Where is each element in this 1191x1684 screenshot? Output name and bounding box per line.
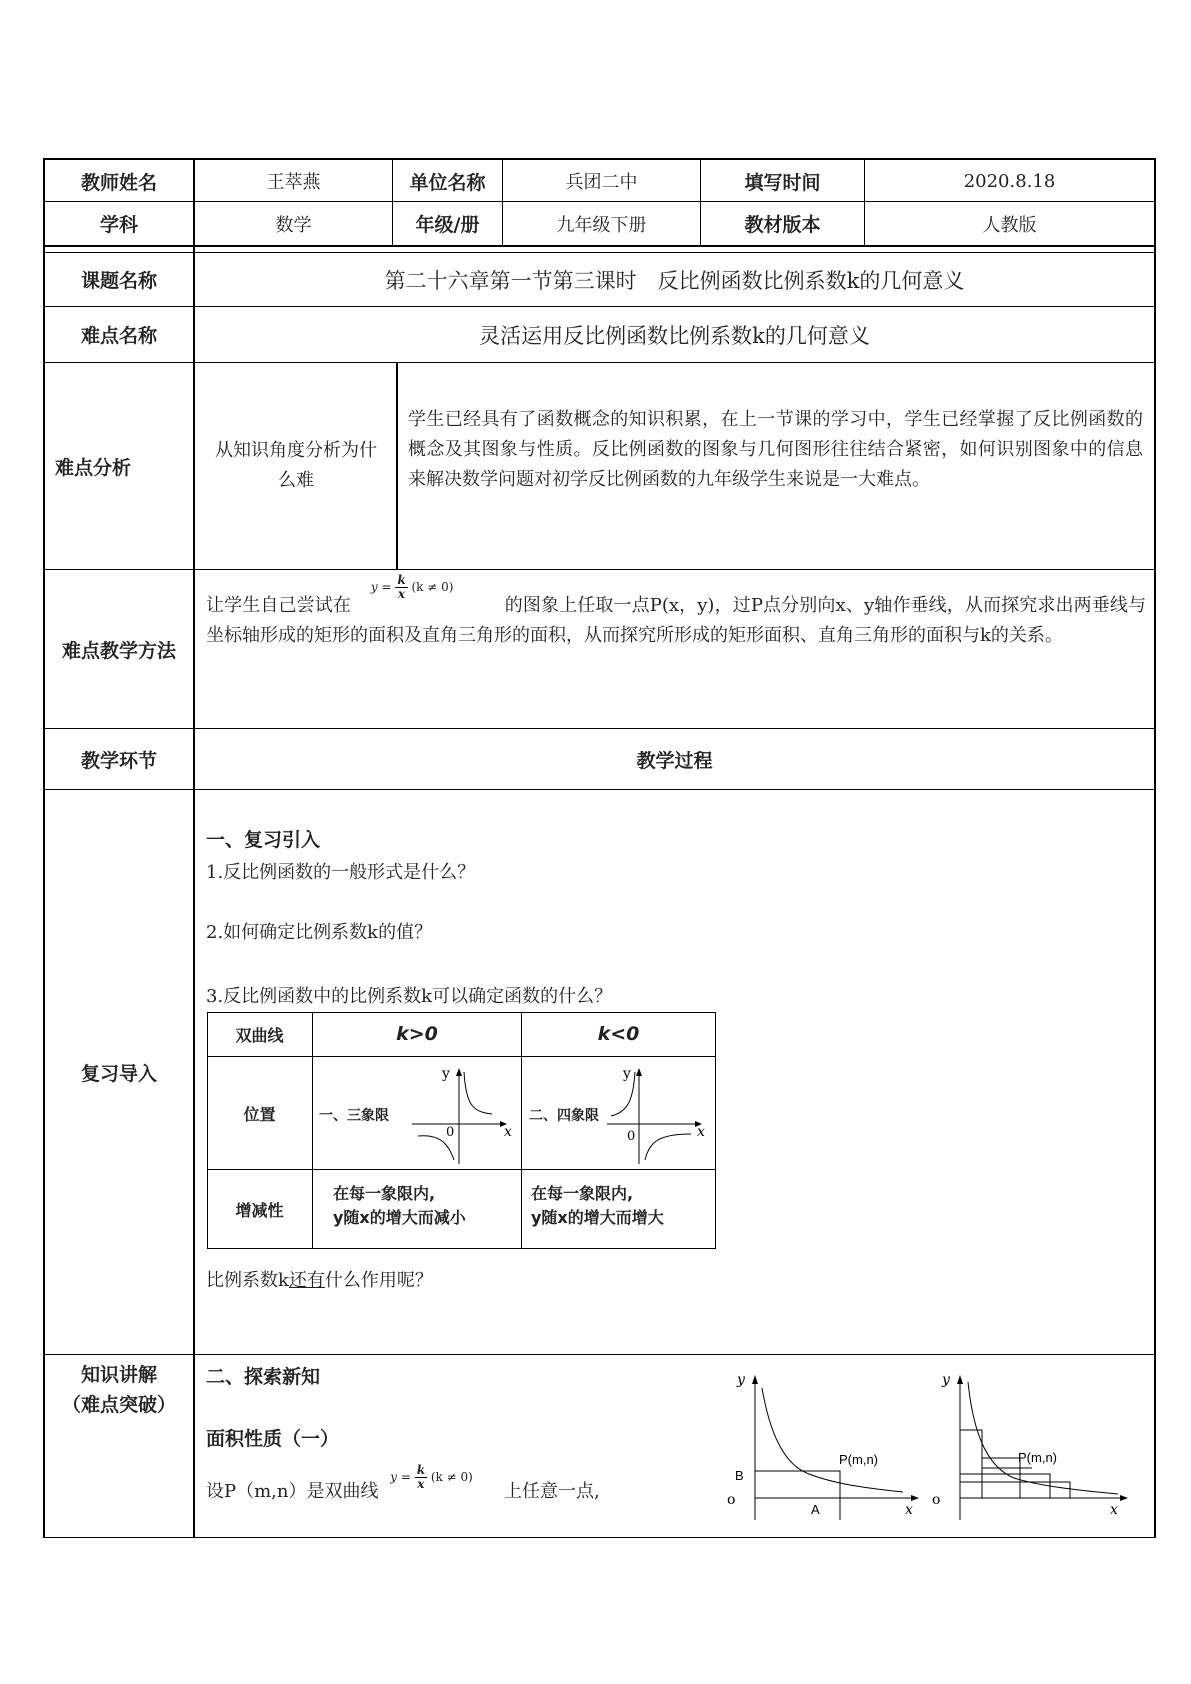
table-row-position-label: 位置 bbox=[243, 1104, 276, 1124]
review-closing: 比例系数k还有什么作用呢？ bbox=[206, 1270, 433, 1291]
review-q2: 2.如何确定比例系数k的值？ bbox=[206, 922, 433, 943]
fig2-point-label: P(m,n) bbox=[1018, 1450, 1057, 1465]
graph1-x-axis-label: x bbox=[504, 1124, 512, 1140]
table-header-k-positive: k>0 bbox=[396, 1023, 438, 1045]
fig1-y-axis-label: y bbox=[737, 1372, 745, 1388]
analysis-text: 学生已经具有了函数概念的知识积累，在上一节课的学习中，学生已经掌握了反比例函数的概念及其图象与性质。反比例函数的图象与几何图形往往结合紧密，如何识别图象中的信息来解决数学问题对初学反比例函数的九年级学生来说是一大难点。 bbox=[408, 409, 1143, 490]
method-text-after: 的图象上任取一点P(x，y)，过P点分别向x、y轴作垂线，从而探究求出两垂线与坐标轴形成的矩形的面积及直角三角形的面积，从而探究所形成的矩形面积、直角三角形的面积与k的关系。 bbox=[206, 595, 1146, 646]
method-text-before: 让学生自己尝试在 bbox=[206, 595, 351, 616]
teacher-value: 王萃燕 bbox=[266, 172, 321, 193]
fig2-y-axis-label: y bbox=[942, 1372, 950, 1388]
table-header-hyperbola: 双曲线 bbox=[235, 1025, 284, 1045]
graph1-origin-label: 0 bbox=[446, 1125, 455, 1140]
graph-k-negative bbox=[607, 1064, 707, 1164]
analysis-label: 难点分析 bbox=[55, 456, 132, 479]
graph2-y-axis-label: y bbox=[623, 1066, 631, 1082]
fig1-point-b-label: B bbox=[735, 1468, 744, 1483]
subject-value: 数学 bbox=[275, 214, 312, 236]
explore-formula: y = $\frac{k}{x}$ (k ≠ 0) bbox=[390, 1463, 473, 1491]
quadrant-1-3-label: 一、三象限 bbox=[319, 1108, 389, 1124]
fig1-x-axis-label: x bbox=[905, 1502, 913, 1518]
method-formula: y = $\frac{k}{x}$ (k ≠ 0) bbox=[370, 573, 454, 601]
process-header-label: 教学环节 bbox=[80, 749, 157, 772]
review-label: 复习导入 bbox=[80, 1062, 157, 1085]
table-header-k-negative: k<0 bbox=[597, 1023, 640, 1045]
date-value: 2020.8.18 bbox=[963, 170, 1056, 192]
date-label: 填写时间 bbox=[744, 171, 821, 194]
graph2-x-axis-label: x bbox=[697, 1124, 705, 1140]
monotonic-k-negative: 在每一象限内, y随x的增大而增大 bbox=[531, 1184, 664, 1227]
teacher-label: 教师姓名 bbox=[80, 171, 157, 194]
fig2-origin-label: o bbox=[932, 1492, 941, 1508]
difficulty-label: 难点名称 bbox=[80, 325, 157, 347]
review-q1: 1.反比例函数的一般形式是什么？ bbox=[206, 862, 476, 883]
subject-label: 学科 bbox=[99, 214, 138, 236]
table-row-monotonic-label: 增减性 bbox=[235, 1200, 284, 1220]
monotonic-k-positive: 在每一象限内, y随x的增大而减小 bbox=[333, 1184, 466, 1227]
review-q3: 3.反比例函数中的比例系数k可以确定函数的什么？ bbox=[206, 986, 613, 1007]
graph-k-positive bbox=[412, 1064, 512, 1164]
difficulty-value: 灵活运用反比例函数比例系数k的几何意义 bbox=[479, 323, 870, 348]
unit-value: 兵团二中 bbox=[565, 172, 638, 193]
hyperbola-table bbox=[207, 1012, 716, 1249]
fig1-point-label: P(m,n) bbox=[839, 1452, 878, 1467]
graph1-y-axis-label: y bbox=[442, 1066, 450, 1082]
fig2-x-axis-label: x bbox=[1110, 1502, 1118, 1518]
edition-label: 教材版本 bbox=[744, 214, 821, 236]
explore-text: 设P（m,n）是双曲线 y = $\frac{k}{x}$ (k ≠ 0) 上任意一点, bbox=[206, 1463, 600, 1502]
graph2-origin-label: 0 bbox=[627, 1129, 636, 1144]
explore-label: 知识讲解 （难点突破） bbox=[61, 1364, 176, 1416]
fig1-point-a-label: A bbox=[811, 1502, 820, 1517]
edition-value: 人教版 bbox=[982, 214, 1037, 236]
process-header-value: 教学过程 bbox=[636, 749, 713, 772]
grade-value: 九年级下册 bbox=[556, 214, 647, 236]
explore-heading: 二、探索新知 bbox=[206, 1366, 321, 1388]
area-figure-1 bbox=[725, 1370, 925, 1520]
explore-subheading: 面积性质（一） bbox=[206, 1428, 340, 1450]
method-text bbox=[206, 573, 1146, 651]
topic-label: 课题名称 bbox=[80, 270, 157, 292]
grade-label: 年级/册 bbox=[415, 214, 480, 236]
fig1-origin-label: o bbox=[727, 1492, 736, 1508]
topic-value: 第二十六章第一节第三课时 反比例函数比例系数k的几何意义 bbox=[384, 268, 965, 293]
quadrant-2-4-label: 二、四象限 bbox=[529, 1108, 599, 1124]
unit-label: 单位名称 bbox=[409, 171, 486, 194]
review-heading: 一、复习引入 bbox=[206, 829, 321, 851]
analysis-sub-label: 从知识角度分析为什么难 bbox=[215, 440, 377, 491]
method-label: 难点教学方法 bbox=[61, 639, 176, 662]
area-figure-2 bbox=[930, 1370, 1130, 1520]
